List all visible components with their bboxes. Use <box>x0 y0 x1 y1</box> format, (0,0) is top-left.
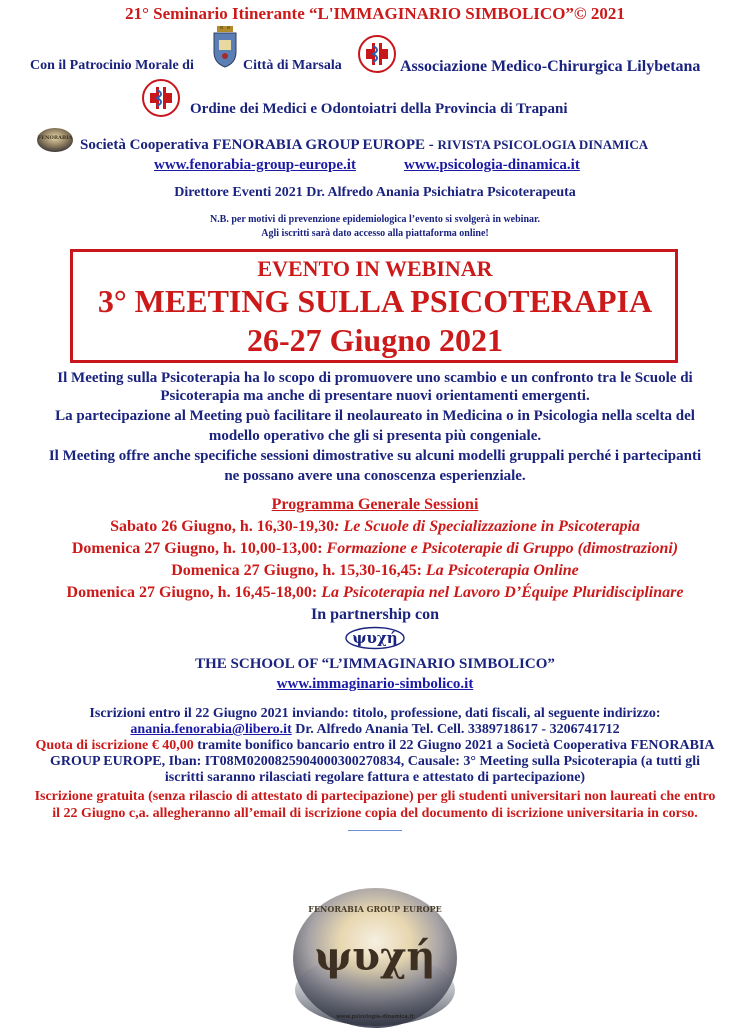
registration-line-1: Iscrizioni entro il 22 Giugno 2021 inviando: titolo, professione, dati fiscali, al seguente indirizzo: <box>89 706 661 721</box>
association-logo-icon <box>357 34 397 74</box>
intro-line-1: Il Meeting sulla Psicoterapia ha lo scopo di promuovere uno scambio e un confronto tra le Scuole di <box>57 370 693 386</box>
intro-line-5: Il Meeting offre anche specifiche sessioni dimostrative su alcuni modelli gruppali perché i partecipanti <box>48 448 702 464</box>
session-3-when: Domenica 27 Giugno, h. 15,30-16,45: <box>171 562 422 579</box>
event-dates: 26-27 Giugno 2021 <box>246 322 504 358</box>
divider <box>348 830 402 831</box>
webinar-note-2: Agli iscritti sarà dato accesso alla piattaforma online! <box>261 228 489 239</box>
session-1-when: Sabato 26 Giugno, h. 16,30-19,30 <box>110 518 335 535</box>
registration-contact-line <box>0 722 750 738</box>
fenorabia-website-link[interactable]: www.fenorabia-group-europe.it <box>154 157 356 173</box>
free-registration-1: Iscrizione gratuita (senza rilascio di attestato di partecipazione) per gli studenti universitari non laureati che entro <box>34 789 716 804</box>
order-logo-icon <box>141 78 181 118</box>
intro-line-2: Psicoterapia ma anche di presentare nuovi orientamenti emergenti. <box>160 388 590 404</box>
association-name: Associazione Medico-Chirurgica Lilybetana <box>400 58 701 75</box>
school-website-link[interactable]: www.immaginario-simbolico.it <box>276 676 474 692</box>
fenorabia-logo-icon <box>36 127 74 153</box>
psyche-logo-text: ψυχή <box>352 629 398 647</box>
registration-line-4: GROUP EUROPE, Iban: IT08M0200825904000300270834, Causale: 3° Meeting sulla Psicoterapia (a tutti gli <box>50 754 700 769</box>
marsala-crest-icon <box>211 26 239 68</box>
registration-fee-line <box>0 738 750 754</box>
session-3 <box>0 562 750 580</box>
program-heading: Programma Generale Sessioni <box>271 496 479 513</box>
partnership-label: In partnership con <box>310 606 440 623</box>
event-mode: EVENTO IN WEBINAR <box>257 256 493 281</box>
session-4-title: La Psicoterapia nel Lavoro D’Équipe Pluridisciplinare <box>317 584 684 601</box>
intro-line-6: ne possano avere una conoscenza esperienziale. <box>224 468 526 484</box>
fenorabia-psyche-logo-icon <box>290 878 460 1028</box>
session-1-title: : Le Scuole di Specializzazione in Psicoterapia <box>334 518 640 535</box>
cooperative-line <box>80 137 648 154</box>
events-director: Direttore Eventi 2021 Dr. Alfredo Anania Psichiatra Psicoterapeuta <box>174 185 576 200</box>
session-3-title: La Psicoterapia Online <box>421 562 579 579</box>
order-name: Ordine dei Medici e Odontoiatri della Provincia di Trapani <box>190 101 568 117</box>
magazine-name: RIVISTA PSICOLOGIA DINAMICA <box>437 137 649 152</box>
free-registration-2: il 22 Giugno c,a. allegheranno all’email di iscrizione copia del documento di iscrizione universitaria in corso. <box>52 806 698 821</box>
registration-contact: Dr. Alfredo Anania Tel. Cell. 3389718617 - 3206741712 <box>291 722 620 737</box>
session-2-when: Domenica 27 Giugno, h. 10,00-13,00: <box>71 540 323 557</box>
session-1 <box>0 518 750 536</box>
cooperative-name: Società Cooperativa FENORABIA GROUP EUROPE <box>80 137 425 153</box>
bottom-logo-arc-text: FENORABIA GROUP EUROPE <box>308 904 442 914</box>
registration-line-5: iscritti saranno rilasciati regolare fattura e attestato di partecipazione) <box>164 770 586 785</box>
bottom-logo-footer: www.psicologia-dinamica.it <box>336 1014 414 1020</box>
city-name: Città di Marsala <box>243 58 342 73</box>
psyche-logo-icon <box>344 626 406 650</box>
fenorabia-logo-text: FENORABIA <box>37 135 73 141</box>
session-4 <box>0 584 750 602</box>
intro-line-3: La partecipazione al Meeting può facilitare il neolaureato in Medicina o in Psicologia nella scelta del <box>55 408 695 424</box>
school-name: THE SCHOOL OF “L’IMMAGINARIO SIMBOLICO” <box>195 656 555 672</box>
patronage-prefix: Con il Patrocinio Morale di <box>30 58 194 73</box>
session-2 <box>0 540 750 558</box>
cooperative-sep: - <box>425 137 438 153</box>
webinar-note-1: N.B. per motivi di prevenzione epidemiologica l’evento si svolgerà in webinar. <box>209 214 541 225</box>
session-4-when: Domenica 27 Giugno, h. 16,45-18,00: <box>66 584 318 601</box>
event-title: 3° MEETING SULLA PSICOTERAPIA <box>97 283 653 319</box>
bottom-logo-main: ψυχή <box>314 933 436 980</box>
psicologia-website-link[interactable]: www.psicologia-dinamica.it <box>404 157 580 173</box>
seminar-title: 21° Seminario Itinerante “L'IMMAGINARIO SIMBOLICO”© 2021 <box>125 4 625 23</box>
intro-line-4: modello operativo che gli si presenta più congeniale. <box>208 428 542 444</box>
session-2-title: Formazione e Psicoterapie di Gruppo (dimostrazioni) <box>322 540 679 557</box>
registration-email-link[interactable]: anania.fenorabia@libero.it <box>130 722 292 737</box>
school-link-wrap <box>0 676 750 693</box>
registration-fee-rest: tramite bonifico bancario entro il 22 Giugno 2021 a Società Cooperativa FENORABIA <box>193 738 715 753</box>
registration-fee: Quota di iscrizione € 40,00 <box>35 738 194 753</box>
